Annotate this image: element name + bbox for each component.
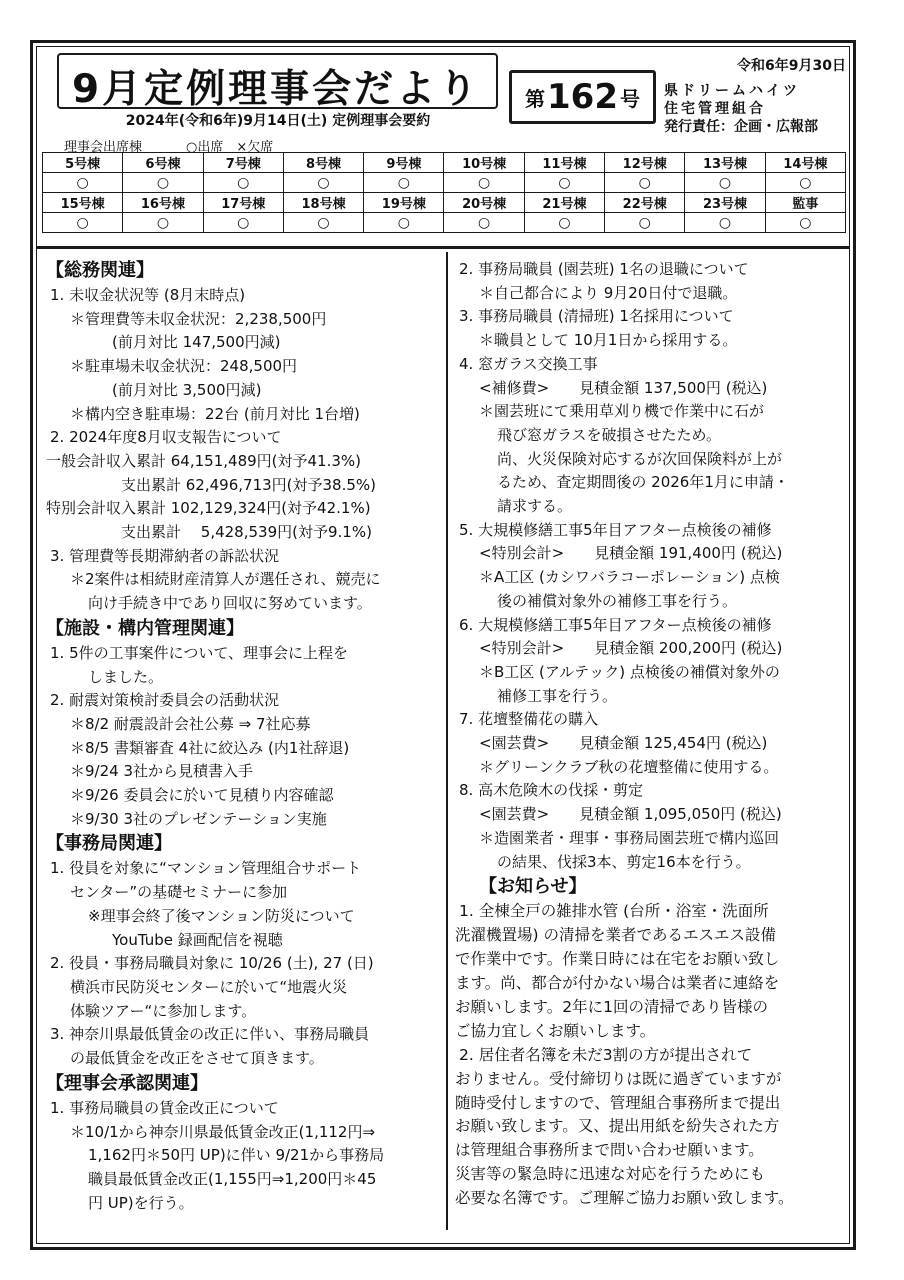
attendance-mark: ○ [203,213,283,233]
text-line: 1,162円＊50円 UP)に伴い 9/21から事務局 [88,1146,385,1165]
text-line: るため、査定期間後の 2026年1月に申請・ [497,473,789,492]
attendance-mark: ○ [364,213,444,233]
text-line: 4. 窓ガラス交換工事 [459,354,598,373]
attendance-row1-buildings [43,153,846,173]
attendance-mark: ○ [605,213,685,233]
text-line: 3. 神奈川県最低賃金の改正に伴い、事務局職員 [50,1025,370,1044]
text-line: 請求する。 [497,497,573,516]
building-cell: 22号棟 [605,193,685,213]
building-cell: 19号棟 [364,193,444,213]
text-line: の結果、伐採3本、剪定16本を行う。 [497,852,751,871]
building-cell: 5号棟 [43,153,123,173]
text-line: 1. 事務局職員の賃金改正について [50,1098,279,1117]
text-line: ＊8/2 耐震設計会社公募 ⇒ 7社応募 [70,714,311,733]
attendance-mark: ○ [524,173,604,193]
text-line: 随時受付しますので、管理組合事務所まで提出 [455,1093,781,1112]
text-line: 後の補償対象外の補修工事を行う。 [497,591,738,610]
text-line: (前月対比 147,500円減) [112,333,281,352]
text-line: <特別会計> 見積金額 191,400円 (税込) [479,544,783,563]
text-line: ＊構内空き駐車場：22台 (前月対比 1台増) [70,404,360,423]
text-line: 2. 2024年度8月収支報告について [50,428,282,447]
text-line: ＊グリーンクラブ秋の花壇整備に使用する。 [479,757,779,776]
right-column [455,258,850,1211]
section-heading: 【お知らせ】 [479,876,587,898]
text-line: 体験ツアー“に参加します。 [70,1001,257,1020]
text-line: 3. 管理費等長期滞納者の訴訟状況 [50,546,280,565]
building-cell: 7号棟 [203,153,283,173]
text-line: 尚、火災保険対応するが次回保険料が上が [497,449,783,468]
attendance-mark: ○ [283,213,363,233]
text-line: 支出累計 5,428,539円(対予9.1%) [46,523,372,542]
text-line: 1. 5件の工事案件について、理事会に上程を [50,643,349,662]
issue-suffix: 号 [619,86,640,111]
text-line: 一般会計収入累計 64,151,489円(対予41.3%) [46,451,362,470]
building-cell: 15号棟 [43,193,123,213]
text-line: お願いします。2年に1回の清掃であり皆様の [455,997,768,1016]
building-cell: 8号棟 [283,153,363,173]
attendance-mark: ○ [685,173,765,193]
text-line: 特別会計収入累計 102,129,324円(対予42.1%) [46,499,371,518]
building-cell: 18号棟 [283,193,363,213]
text-line: 2. 役員・事務局職員対象に 10/26 (土), 27 (日) [50,954,374,973]
text-line: ＊駐車場未収金状況：248,500円 [70,357,298,376]
text-line: 洗濯機置場) の清掃を業者であるエスエス設備 [455,926,776,945]
text-line: センター”の基礎セミナーに参加 [70,883,288,902]
attendance-mark: ○ [123,173,203,193]
text-line: ＊10/1から神奈川県最低賃金改正(1,112円⇒ [70,1122,376,1141]
building-cell: 監事 [765,193,845,213]
section-heading: 【施設・構内管理関連】 [46,617,244,639]
text-line: ※理事会終了後マンション防災について [88,906,355,925]
text-line: ＊管理費等未収金状況：2,238,500円 [70,309,327,328]
text-line: ＊9/26 委員会に於いて見積り内容確認 [70,786,334,805]
text-line: 災害等の緊急時に迅速な対応を行うためにも [455,1165,766,1184]
building-cell: 20号棟 [444,193,524,213]
attendance-row2-marks [43,213,846,233]
section-heading: 【理事会承認関連】 [46,1072,208,1094]
text-line: ＊A工区 (カシワバラコーポレーション) 点検 [479,568,780,587]
text-line: 職員最低賃金改正(1,155円⇒1,200円＊45 [88,1169,377,1188]
text-line: で作業中です。作業日時には在宅をお願い致し [455,950,780,969]
text-line: ＊職員として 10月1日から採用する。 [479,331,738,350]
building-cell: 13号棟 [685,153,765,173]
left-column [46,258,444,1215]
attendance-mark: ○ [364,173,444,193]
text-line: <特別会計> 見積金額 200,200円 (税込) [479,639,783,658]
text-line: YouTube 録画配信を視聴 [112,930,283,949]
attendance-mark: ○ [444,213,524,233]
text-line: ＊8/5 書類審査 4社に絞込み (内1社辞退) [70,738,350,757]
text-line: 1. 全棟全戸の雑排水管 (台所・浴室・洗面所 [459,902,769,921]
attendance-mark: ○ [765,213,845,233]
issue-prefix: 第 [525,86,545,111]
text-line: ＊園芸班にて乗用草刈り機で作業中に石が [479,402,765,421]
building-cell: 11号棟 [524,153,604,173]
text-line: ます。尚、都合が付かない場合は業者に連絡を [455,974,780,992]
attendance-label: 理事会出席棟 [64,140,143,155]
attendance-mark: ○ [203,173,283,193]
text-line: 8. 高木危険木の伐採・剪定 [459,781,644,800]
building-cell: 14号棟 [765,153,845,173]
text-line: 支出累計 62,496,713円(対予38.5%) [46,475,377,494]
text-line: おりません。受付締切りは既に過ぎていますが [455,1069,782,1088]
text-line: ＊9/30 3社のプレゼンテーション実施 [70,809,327,828]
text-line: (前月対比 3,500円減) [112,380,262,399]
text-line: 7. 花壇整備花の購入 [459,710,599,729]
text-line: <補修費> 見積金額 137,500円 (税込) [479,378,768,397]
text-line: 2. 耐震対策検討委員会の活動状況 [50,691,280,710]
column-divider [446,252,448,1230]
building-cell: 17号棟 [203,193,283,213]
text-line: ＊9/24 3社から見積書入手 [70,762,253,781]
attendance-table [42,152,846,233]
header-divider [36,246,850,249]
newsletter-title: 9月定例理事会だより [72,67,481,112]
org-name: 県ドリームハイツ [664,83,800,99]
publication-date: 令和6年9月30日 [737,58,846,74]
text-line: ＊自己都合により 9月20日付で退職。 [479,283,738,302]
attendance-mark: ○ [43,173,123,193]
attendance-mark: ○ [524,213,604,233]
publisher: 発行責任：企画・広報部 [664,119,818,135]
text-line: お願い致します。又、提出用紙を紛失された方 [455,1117,780,1136]
building-cell: 23号棟 [685,193,765,213]
text-line: しました。 [88,667,164,686]
text-line: <園芸費> 見積金額 125,454円 (税込) [479,734,768,753]
text-line: 向け手続き中であり回収に努めています。 [88,594,372,613]
attendance-mark: ○ [283,173,363,193]
text-line: ＊造園業者・理事・事務局園芸班で構内巡回 [479,828,780,847]
section-heading: 【総務関連】 [46,260,154,281]
text-line: 2. 居住者名簿を未だ3割の方が提出されて [459,1045,753,1064]
text-line: 円 UP)を行う。 [88,1193,194,1212]
attendance-mark: ○ [123,213,203,233]
attendance-row2-buildings [43,193,846,213]
text-line: ＊2案件は相続財産清算人が選任され、競売に [70,570,381,589]
attendance-row1-marks [43,173,846,193]
attendance-legend: ○出席 ×欠席 [186,140,274,155]
section-heading: 【事務局関連】 [46,833,172,855]
building-cell: 12号棟 [605,153,685,173]
building-cell: 16号棟 [123,193,203,213]
text-line: 6. 大規模修繕工事5年目アフター点検後の補修 [459,615,772,634]
issue-number: 162 [547,77,618,117]
text-line: 横浜市民防災センターに於いて“地震火災 [70,977,348,996]
building-cell: 10号棟 [444,153,524,173]
text-line: 3. 事務局職員 (清掃班) 1名採用について [459,307,734,326]
text-line: 5. 大規模修繕工事5年目アフター点検後の補修 [459,520,772,539]
text-line: 飛び窓ガラスを破損させたため。 [497,425,721,444]
building-cell: 21号棟 [524,193,604,213]
text-line: 補修工事を行う。 [497,686,618,705]
text-line: の最低賃金を改正をさせて頂きます。 [70,1049,324,1068]
text-line: 2. 事務局職員 (園芸班) 1名の退職について [459,260,749,278]
attendance-mark: ○ [605,173,685,193]
text-line: は管理組合事務所まで問い合わせ願います。 [455,1141,764,1160]
attendance-mark: ○ [765,173,845,193]
meeting-subtitle: 2024年(令和6年)9月14日(土) 定例理事会要約 [125,113,431,129]
attendance-mark: ○ [444,173,524,193]
issue-number-box [509,70,656,124]
text-line: 必要な名簿です。ご理解ご協力お願い致します。 [455,1189,794,1208]
text-line: ＊B工区 (アルテック) 点検後の補償対象外の [479,662,780,681]
text-line: 1. 未収金状況等 (8月末時点) [50,286,246,304]
text-line: 1. 役員を対象に“マンション管理組合サポート [50,859,362,878]
text-line: <園芸費> 見積金額 1,095,050円 (税込) [479,805,782,824]
attendance-mark: ○ [43,213,123,233]
attendance-mark: ○ [685,213,765,233]
building-cell: 9号棟 [364,153,444,173]
org-subname: 住宅管理組合 [664,101,766,117]
building-cell: 6号棟 [123,153,203,173]
text-line: ご協力宜しくお願いします。 [455,1021,656,1040]
